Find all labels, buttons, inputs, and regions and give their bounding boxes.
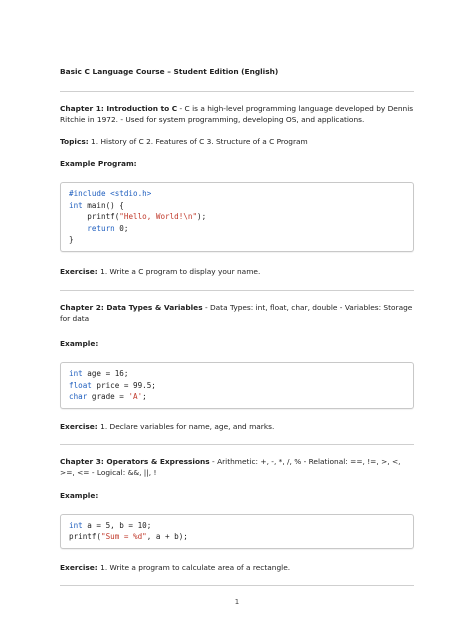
chapter-2-body: - Data Types: int, float, char, double - Variables: Storage for data <box>60 302 413 323</box>
chapter-3-intro <box>60 456 414 478</box>
chapter-3-exercise: Exercise: 1. Write a program to calculate area of a rectangle. <box>60 562 291 572</box>
chapter-1-code-block: #include <stdio.h> int main() { printf("Hello, World!\n"); return 0; } <box>60 182 414 252</box>
chapter-3-heading: Chapter 3: Operators & Expressions <box>60 456 210 466</box>
chapter-2-exercise: Exercise: 1. Declare variables for name, age, and marks. <box>60 421 275 431</box>
page-content <box>60 0 414 586</box>
chapter-3-body: - Arithmetic: +, -, *, /, % - Relational: ==, !=, >, <, >=, <= - Logical: &&, ||, ! <box>60 456 401 477</box>
chapter-2-heading: Chapter 2: Data Types & Variables <box>60 302 203 312</box>
chapter-2-example-label: Example: <box>60 338 99 348</box>
chapter-3-code-block: int a = 5, b = 10; printf("Sum = %d", a + b); <box>60 514 414 549</box>
chapter-1-topics: Topics: 1. History of C 2. Features of C 3. Structure of a C Program <box>60 137 308 146</box>
section-divider <box>60 585 414 586</box>
chapter-1-heading: Chapter 1: Introduction to C <box>60 104 178 113</box>
chapter-1-intro <box>60 103 414 125</box>
document-title: Basic C Language Course – Student Edition (English) <box>60 67 279 76</box>
chapter-1-exercise: Exercise: 1. Write a C program to display your name. <box>60 266 261 276</box>
page-number: 1 <box>234 598 240 606</box>
chapter-1-body: - C is a high-level programming language developed by Dennis Ritchie in 1972. - Used for system programming, developing OS, and applications. <box>60 104 414 124</box>
chapter-2-code-block: int age = 16; float price = 99.5; char grade = 'A'; <box>60 362 414 409</box>
chapter-3-example-label: Example: <box>60 490 99 500</box>
chapter-2-intro <box>60 302 414 324</box>
chapter-1-example-label: Example Program: <box>60 159 137 168</box>
